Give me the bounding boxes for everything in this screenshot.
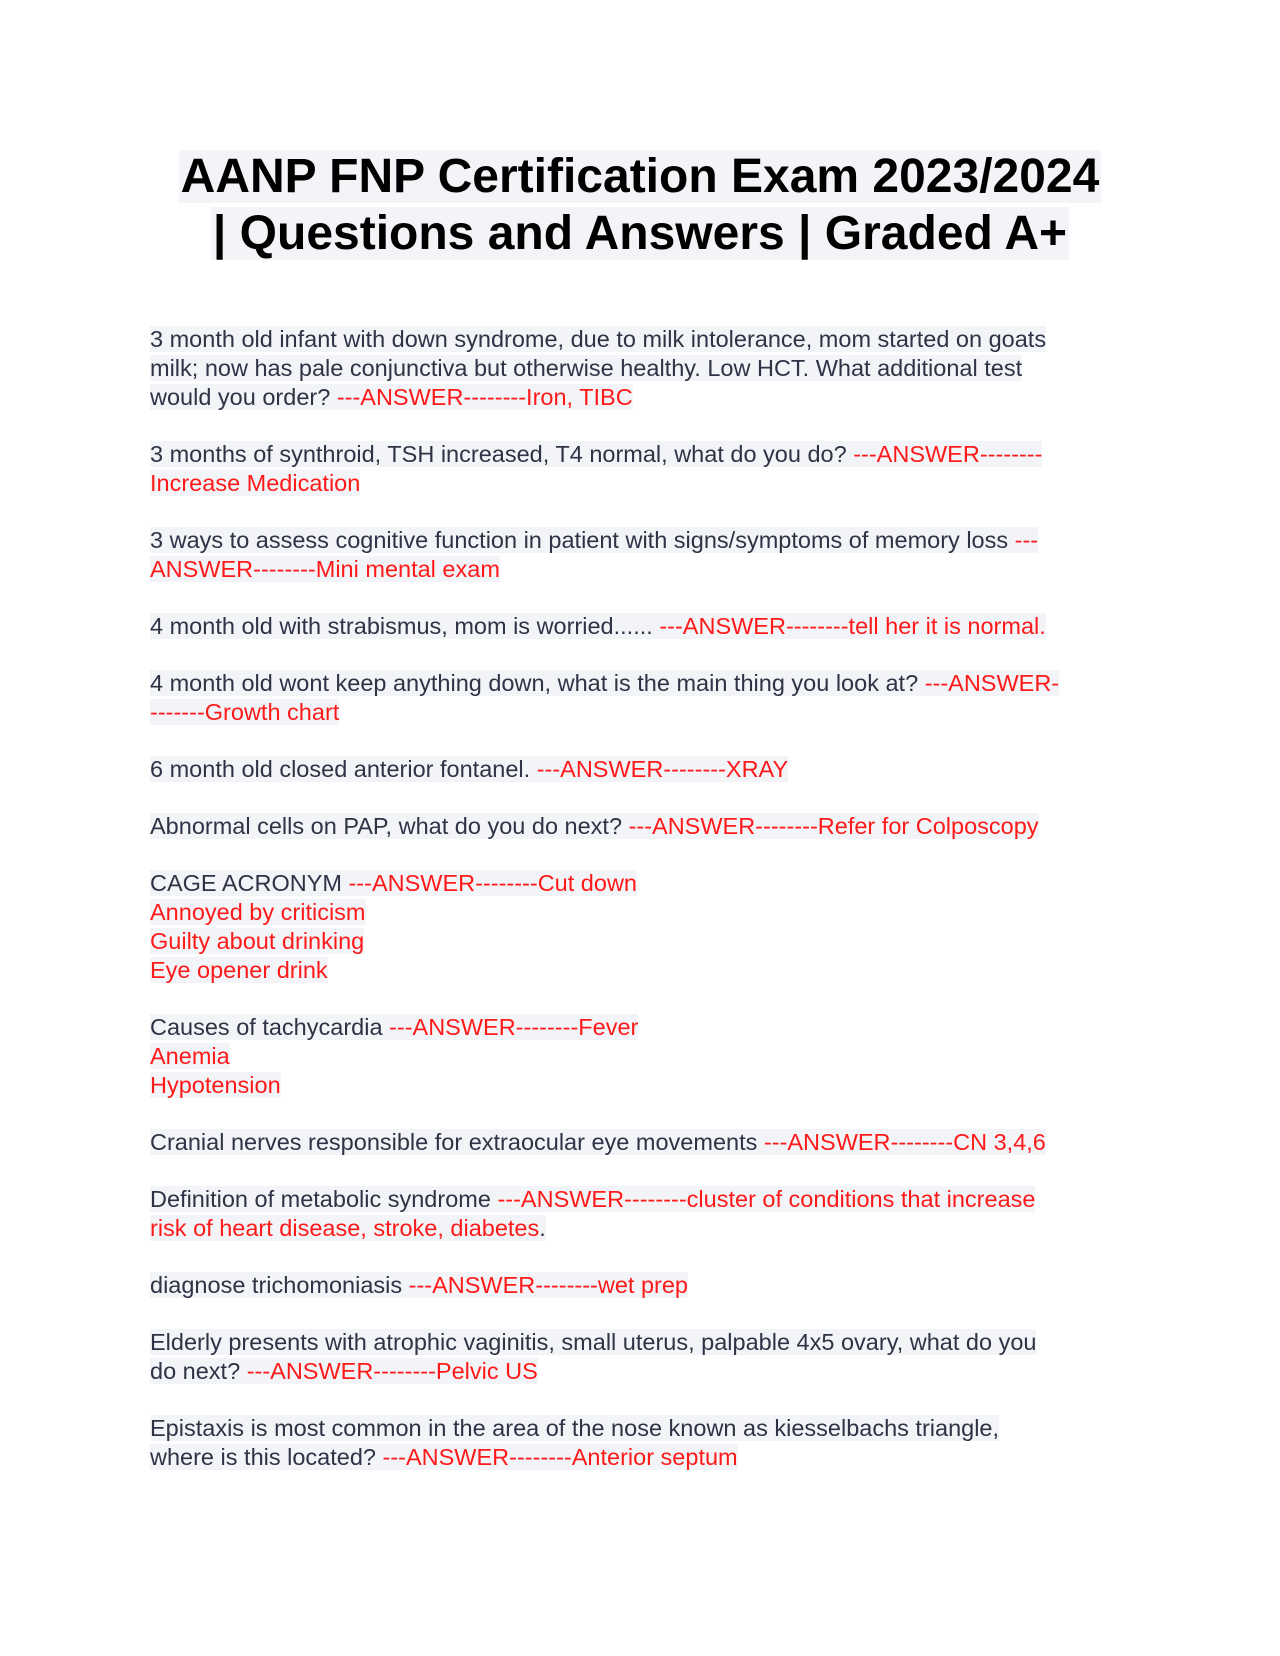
answer-text: ---ANSWER--------tell her it is normal. [659,613,1046,639]
qa-item-6 [150,755,1130,784]
answer-text: --- [1014,527,1039,553]
answer-text: risk of heart disease, stroke, diabetes [150,1215,540,1241]
question-text: would you order? [150,384,337,410]
question-text: 4 month old with strabismus, mom is worried...... [150,613,660,639]
question-text: where is this located? [150,1444,383,1470]
question-text: . [539,1215,546,1241]
question-text: Definition of metabolic syndrome [150,1186,498,1212]
answer-text: ---ANSWER--------CN 3,4,6 [763,1129,1046,1155]
qa-item-3 [150,526,1130,584]
page-title [120,148,1160,262]
answer-text: ---ANSWER--------Anterior septum [382,1444,738,1470]
question-text: Causes of tachycardia [150,1014,390,1040]
question-text: do next? [150,1358,247,1384]
answer-text: -------Growth chart [150,699,340,725]
title-line-2: | Questions and Answers | Graded A+ [212,207,1068,260]
question-text: 3 months of synthroid, TSH increased, T4 normal, what do you do? [150,441,854,467]
answer-text: Guilty about drinking [150,928,365,954]
question-text: milk; now has pale conjunctiva but otherwise healthy. Low HCT. What additional test [150,355,1023,381]
qa-item-14 [150,1414,1130,1472]
qa-item-11 [150,1185,1130,1243]
qa-item-13 [150,1328,1130,1386]
question-text: diagnose trichomoniasis [150,1272,409,1298]
question-text: 3 ways to assess cognitive function in patient with signs/symptoms of memory loss [150,527,1015,553]
answer-text: ---ANSWER--------Iron, TIBC [336,384,633,410]
answer-text: ---ANSWER--------cluster of conditions that increase [497,1186,1036,1212]
qa-item-8 [150,869,1130,985]
answer-text: ANSWER--------Mini mental exam [150,556,500,582]
qa-item-7 [150,812,1130,841]
answer-text: Eye opener drink [150,957,328,983]
answer-text: ---ANSWER-------- [853,441,1043,467]
qa-item-2 [150,440,1130,498]
qa-item-1 [150,325,1130,412]
answer-text: Hypotension [150,1072,281,1098]
qa-item-5 [150,669,1130,727]
question-text: 4 month old wont keep anything down, what is the main thing you look at? [150,670,925,696]
answer-text: ---ANSWER--------XRAY [536,756,789,782]
qa-item-9 [150,1013,1130,1100]
question-text: Elderly presents with atrophic vaginitis, small uterus, palpable 4x5 ovary, what do you [150,1329,1037,1355]
question-text: Epistaxis is most common in the area of the nose known as kiesselbachs triangle, [150,1415,1000,1441]
answer-text: Anemia [150,1043,230,1069]
answer-text: ---ANSWER--------Fever [389,1014,639,1040]
answer-text: ---ANSWER--------Cut down [348,870,637,896]
answer-text: Annoyed by criticism [150,899,366,925]
qa-item-4 [150,612,1130,641]
qa-list [150,325,1130,1472]
question-text: CAGE ACRONYM [150,870,349,896]
answer-text: Increase Medication [150,470,361,496]
qa-item-10 [150,1128,1130,1157]
answer-text: ---ANSWER--------Pelvic US [246,1358,538,1384]
answer-text: ---ANSWER--------wet prep [408,1272,689,1298]
title-line-1: AANP FNP Certification Exam 2023/2024 [180,150,1100,203]
question-text: 6 month old closed anterior fontanel. [150,756,537,782]
question-text: Abnormal cells on PAP, what do you do next? [150,813,629,839]
question-text: Cranial nerves responsible for extraocular eye movements [150,1129,764,1155]
answer-text: ---ANSWER--------Refer for Colposcopy [628,813,1039,839]
answer-text: ---ANSWER- [924,670,1060,696]
qa-item-12 [150,1271,1130,1300]
question-text: 3 month old infant with down syndrome, due to milk intolerance, mom started on goats [150,326,1047,352]
